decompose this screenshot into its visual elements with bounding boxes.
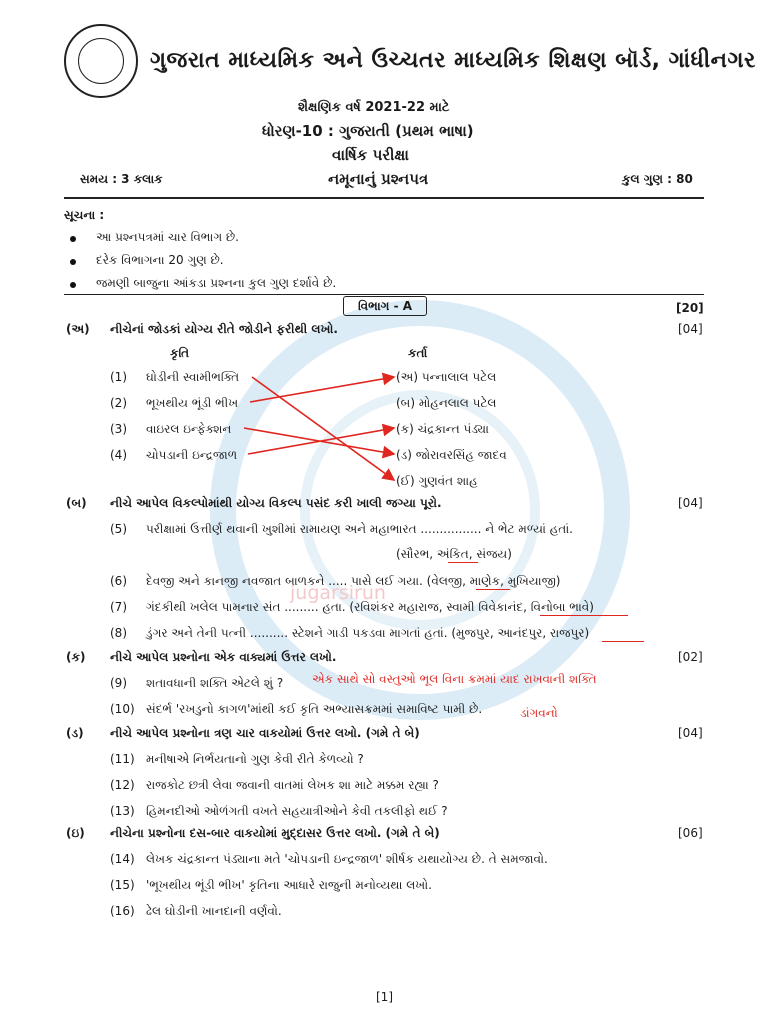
answer-underline	[540, 615, 628, 616]
question-number: (8)	[110, 626, 127, 640]
match-author: (ઈ) ગુણવંત શાહ	[396, 474, 478, 488]
question-number: (7)	[110, 600, 127, 614]
instruction-item: દરેક વિભાગના 20 ગુણ છે.	[96, 253, 224, 267]
question-marks: [02]	[678, 650, 703, 664]
question-number: (14)	[110, 852, 135, 866]
question-label: (બ)	[66, 496, 87, 510]
question-item: સંદર્ભ 'રખડુનો કાગળ'માંથી કઈ કૃતિ અભ્યાસક્રમમાં સમાવિષ્ટ પામી છે.	[146, 702, 483, 716]
match-work: ભૂખથીય ભૂંડી ભીખ	[146, 396, 239, 410]
column-heading-authors: કર્તા	[408, 346, 428, 360]
question-item: લેખક ચંદ્રકાન્ત પંડ્યાના મતે 'ચોપડાની ઇન્દ્રજાળ' શીર્ષક યથાયોગ્ય છે. તે સમજાવો.	[146, 852, 548, 866]
section-label: વિભાગ - A	[343, 296, 427, 316]
question-item: ગંદકીથી ખલેલ પામનાર સંત ......... હતા. (રવિશંકર મહારાજ, સ્વામી વિવેકાનંદ, વિનોબા ભાવે)	[146, 600, 594, 614]
match-author: (અ) પન્નાલાલ પટેલ	[396, 370, 497, 384]
question-label: (ક)	[66, 650, 86, 664]
question-number: (9)	[110, 676, 127, 690]
arrow-1-to-e	[252, 377, 394, 480]
question-number: (10)	[110, 702, 135, 716]
question-marks: [04]	[678, 726, 703, 740]
question-item: 'ભૂખથીય ભૂંડી ભીખ' કૃતિના આધારે રાજુની મનોવ્યથા લખો.	[146, 878, 432, 892]
watermark-text: jugarsirun	[290, 582, 386, 604]
question-marks: [04]	[678, 322, 703, 336]
question-number: (6)	[110, 574, 127, 588]
instruction-item: જમણી બાજુના આંકડા પ્રશ્નના કુલ ગુણ દર્શાવે છે.	[96, 276, 337, 290]
match-work: ચોપડાની ઇન્દ્રજાળ	[146, 448, 238, 462]
question-number: (5)	[110, 522, 127, 536]
match-number: (4)	[110, 448, 127, 462]
question-number: (11)	[110, 752, 135, 766]
question-label: (ડ)	[66, 726, 84, 740]
academic-year: શૈક્ષણિક વર્ષ 2021-22 માટે	[298, 100, 450, 115]
question-item: શતાવધાની શક્તિ એટલે શું ?	[146, 676, 284, 690]
answer-underline	[476, 589, 510, 590]
question-number: (13)	[110, 804, 135, 818]
question-number: (15)	[110, 878, 135, 892]
question-item: ડુંગર અને તેની પત્ની .......... સ્ટેશને ગાડી પકડવા માગતાં હતાં. (મુજપુર, આનંદપુર, રાજપુર)	[146, 626, 590, 640]
question-text: નીચેના પ્રશ્નોના દસ-બાર વાકયોમાં મુદ્દાસર ઉત્તર લખો. (ગમે તે બે)	[110, 826, 440, 840]
match-number: (2)	[110, 396, 127, 410]
match-number: (1)	[110, 370, 127, 384]
question-marks: [06]	[678, 826, 703, 840]
instructions-heading: સૂચના :	[64, 208, 105, 222]
question-item: પરીક્ષામાં ઉત્તીર્ણ થવાની ખુશીમાં રામાયણ અને મહાભારત ................ ને ભેટ મળ્યાં હતાં.	[146, 522, 573, 536]
question-item: રાજકોટ છત્રી લેવા જવાની વાતમાં લેખક શા માટે મક્કમ રહ્યા ?	[146, 778, 439, 792]
time-allowed: સમય : 3 કલાક	[80, 172, 163, 186]
question-item: મનીષાએ નિર્ભયતાનો ગુણ કેવી રીતે કેળવ્યો ?	[146, 752, 364, 766]
answer-underline	[602, 641, 644, 642]
page-number: [1]	[376, 990, 393, 1004]
answer-underline	[448, 562, 478, 563]
instruction-item: આ પ્રશ્નપત્રમાં ચાર વિભાગ છે.	[96, 230, 239, 244]
question-text: નીચેનાં જોડકાં યોગ્ય રીતે જોડીને ફરીથી લખો.	[110, 322, 338, 336]
question-label: (ઇ)	[66, 826, 85, 840]
answer-options: (સૌરભ, અંકિત, સંજય)	[396, 547, 512, 561]
arrow-2-to-a	[250, 377, 394, 402]
question-text: નીચે આપેલ પ્રશ્નોના એક વાક્યમાં ઉત્તર લખો.	[110, 650, 337, 664]
board-title: ગુજરાત માધ્યમિક અને ઉચ્ચતર માધ્યમિક શિક્ષણ બૉર્ડ, ગાંધીનગર	[150, 48, 756, 73]
question-item: દેવજી અને કાનજી નવજાત બાળકને ..... પાસે લઈ ગયા. (વેલજી, માણેક, મુખિયાજી)	[146, 574, 561, 588]
match-author: (ક) ચંદ્રકાન્ત પંડ્યા	[396, 422, 489, 436]
match-work: ઘોડીની સ્વામીભક્તિ	[146, 370, 240, 384]
class-subject: ધોરણ-10 : ગુજરાતી (પ્રથમ ભાષા)	[262, 122, 474, 140]
question-item: ઢેલ ઘોડીની ખાનદાની વર્ણવો.	[146, 904, 282, 918]
question-number: (16)	[110, 904, 135, 918]
match-author: (ડ) જોરાવરસિંહ જાદવ	[396, 448, 507, 462]
handwritten-answer: એક સાથે સો વસ્તુઓ ભૂલ વિના ક્રમમાં યાદ રાખવાની શક્તિ	[312, 672, 597, 686]
question-text: નીચે આપેલ વિકલ્પોમાંથી યોગ્ય વિકલ્પ પસંદ કરી ખાલી જગ્યા પૂરો.	[110, 496, 442, 510]
match-work: વાઇરલ ઇન્ફેક્શન	[146, 422, 232, 436]
question-text: નીચે આપેલ પ્રશ્નોના ત્રણ ચાર વાકયોમાં ઉત્તર લખો. (ગમે તે બે)	[110, 726, 420, 740]
paper-type: નમૂનાનું પ્રશ્નપત્ર	[328, 170, 429, 188]
match-author: (બ) મોહનલાલ પટેલ	[396, 396, 497, 410]
question-label: (અ)	[66, 322, 90, 336]
section-marks: [20]	[676, 301, 704, 315]
total-marks: કુલ ગુણ : 80	[622, 172, 693, 186]
exam-name: વાર્ષિક પરીક્ષા	[332, 146, 409, 164]
question-item: હિમનદીઓ ઓળંગતી વખતે સહયાત્રીઓને કેવી તકલીફો થઈ ?	[146, 804, 448, 818]
handwritten-answer: ડાંગવનો	[520, 706, 558, 720]
column-heading-works: કૃતિ	[170, 346, 190, 360]
match-number: (3)	[110, 422, 127, 436]
question-number: (12)	[110, 778, 135, 792]
question-marks: [04]	[678, 496, 703, 510]
